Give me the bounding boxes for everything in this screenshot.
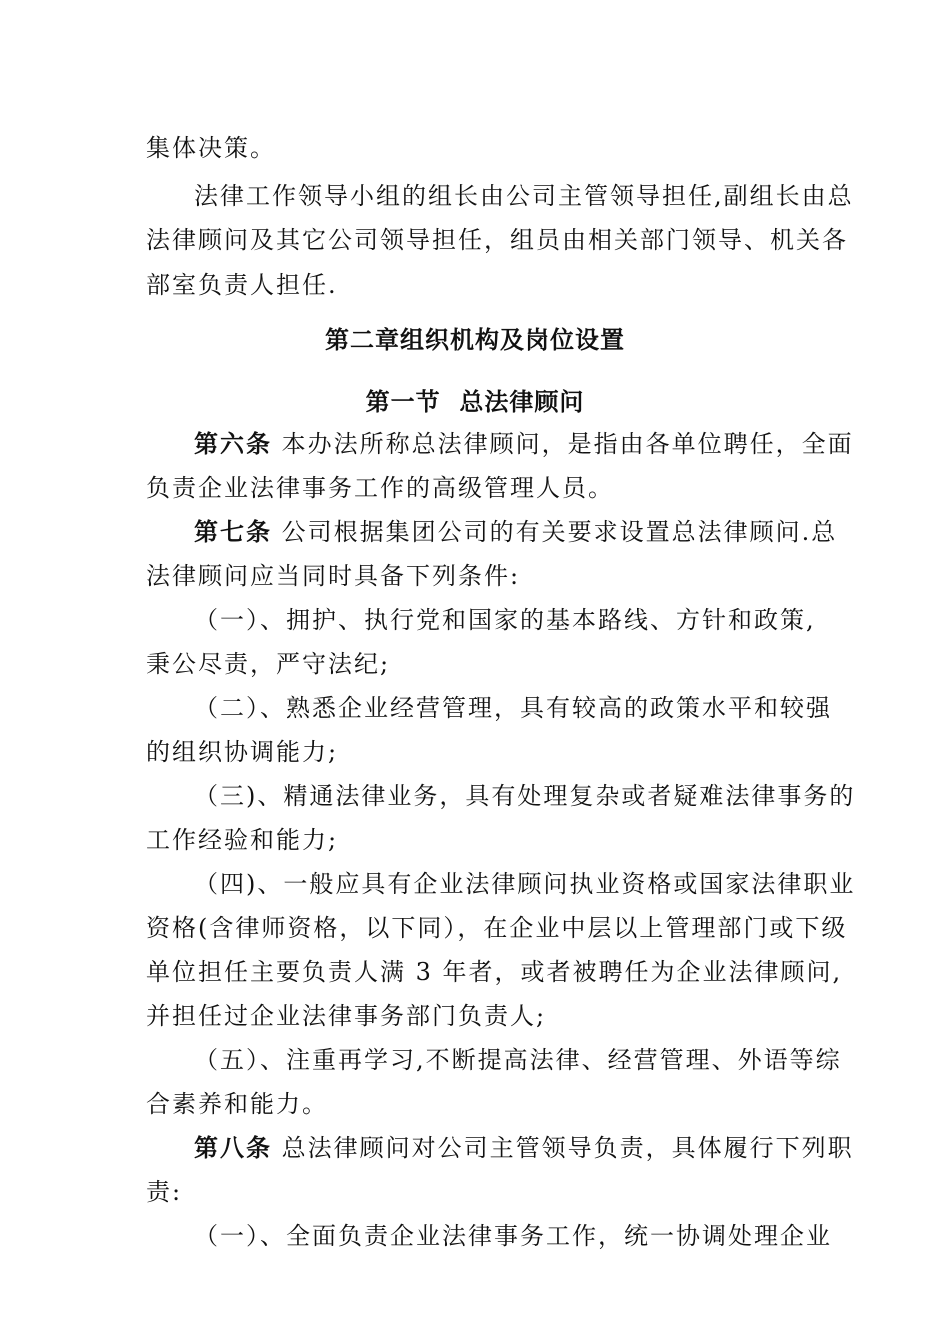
paragraph-line: 法律工作领导小组的组长由公司主管领导担任,副组长由总: [194, 182, 854, 210]
list-item: 单位担任主要负责人满 3 年者，或者被聘任为企业法律顾问,: [146, 958, 843, 986]
article-label: 第六条: [194, 430, 272, 458]
paragraph-line: 责:: [146, 1178, 183, 1206]
article-label: 第八条: [194, 1134, 272, 1162]
article-text: 公司根据集团公司的有关要求设置总法律顾问.总: [281, 518, 838, 546]
list-item: 秉公尽责，严守法纪;: [146, 650, 391, 678]
list-item: （四)、一般应具有企业法律顾问执业资格或国家法律职业: [194, 870, 856, 898]
paragraph-line: 法律顾问应当同时具备下列条件:: [146, 562, 521, 590]
chapter-title: 第二章组织机构及岗位设置: [325, 326, 625, 354]
list-item: 的组织协调能力;: [146, 738, 339, 766]
list-item: （二）、熟悉企业经营管理，具有较高的政策水平和较强: [194, 694, 832, 722]
paragraph-line: 负责企业法律事务工作的高级管理人员。: [146, 474, 614, 502]
list-item: （三)、精通法律业务，具有处理复杂或者疑难法律事务的: [194, 782, 856, 810]
article-label: 第七条: [194, 518, 272, 546]
list-item: （一）、全面负责企业法律事务工作，统一协调处理企业: [194, 1222, 832, 1250]
article-text: 本办法所称总法律顾问，是指由各单位聘任，全面: [281, 430, 854, 458]
list-item: 合素养和能力。: [146, 1090, 328, 1118]
list-item: 并担任过企业法律事务部门负责人;: [146, 1002, 547, 1030]
list-item: 资格(含律师资格，以下同），在企业中层以上管理部门或下级: [146, 914, 848, 942]
list-item: 工作经验和能力;: [146, 826, 339, 854]
article-7-line: [194, 516, 838, 548]
article-text: 总法律顾问对公司主管领导负责，具体履行下列职: [281, 1134, 854, 1162]
paragraph-line: 法律顾问及其它公司领导担任，组员由相关部门领导、机关各: [146, 226, 848, 254]
paragraph-line: 部室负责人担任.: [146, 271, 338, 299]
paragraph-line: 集体决策。: [146, 134, 276, 162]
article-8-line: [194, 1132, 854, 1164]
list-item: （一）、拥护、执行党和国家的基本路线、方针和政策,: [194, 606, 816, 634]
article-6-line: [194, 428, 854, 460]
section-title: 第一节 总法律顾问: [365, 388, 585, 416]
list-item: （五）、注重再学习,不断提高法律、经营管理、外语等综: [194, 1046, 842, 1074]
